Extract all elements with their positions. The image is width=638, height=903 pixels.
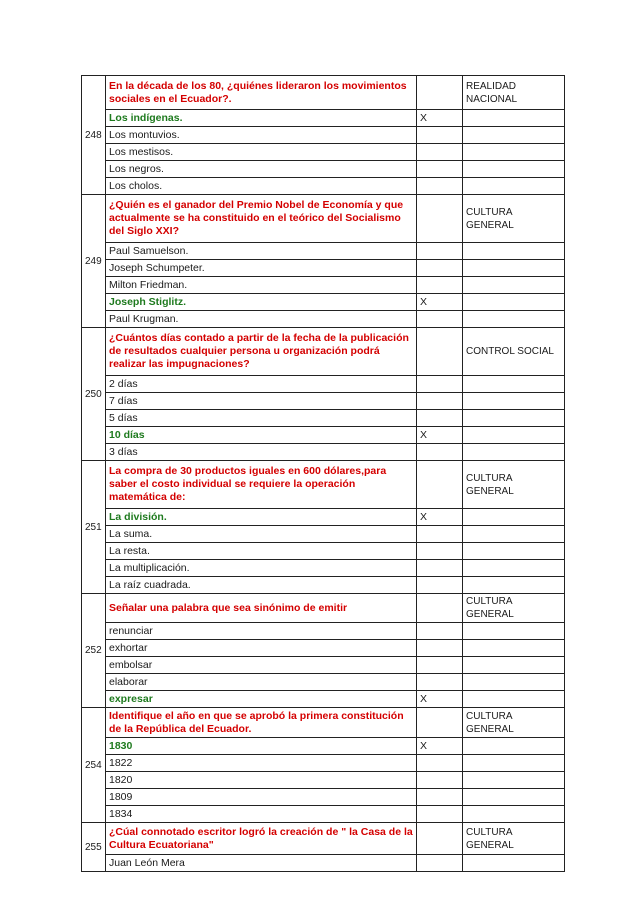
answer-mark [417, 127, 463, 144]
category-empty-cell [463, 577, 565, 594]
answer-mark [417, 444, 463, 461]
option-row [82, 294, 565, 311]
answer-mark: X [417, 427, 463, 444]
option-row [82, 509, 565, 526]
category-empty-cell [463, 260, 565, 277]
option-row [82, 410, 565, 427]
option-row [82, 144, 565, 161]
option-row [82, 738, 565, 755]
category-empty-cell [463, 277, 565, 294]
category-empty-cell [463, 376, 565, 393]
question-row [82, 328, 565, 376]
answer-option: 1820 [106, 772, 417, 789]
question-number: 252 [82, 594, 106, 708]
answer-option: exhortar [106, 640, 417, 657]
category-empty-cell [463, 161, 565, 178]
answer-option: La raíz cuadrada. [106, 577, 417, 594]
answer-mark: X [417, 691, 463, 708]
answer-mark [417, 674, 463, 691]
answer-mark [417, 657, 463, 674]
option-row [82, 277, 565, 294]
answer-mark [417, 623, 463, 640]
option-row [82, 393, 565, 410]
question-text: La compra de 30 productos iguales en 600 dólares,para saber el costo individual se requiere la operación matemática de: [106, 461, 417, 509]
category-empty-cell [463, 738, 565, 755]
category-empty-cell [463, 393, 565, 410]
correct-option: Joseph Stiglitz. [106, 294, 417, 311]
correct-option: expresar [106, 691, 417, 708]
question-mark-cell [417, 708, 463, 738]
answer-option: 1822 [106, 755, 417, 772]
category-empty-cell [463, 178, 565, 195]
category-empty-cell [463, 560, 565, 577]
option-row [82, 543, 565, 560]
category-empty-cell [463, 294, 565, 311]
question-category: CONTROL SOCIAL [463, 328, 565, 376]
answer-mark [417, 577, 463, 594]
option-row [82, 755, 565, 772]
question-mark-cell [417, 594, 463, 623]
option-row [82, 674, 565, 691]
option-row [82, 640, 565, 657]
category-empty-cell [463, 855, 565, 872]
answer-mark: X [417, 738, 463, 755]
option-row [82, 855, 565, 872]
question-row [82, 708, 565, 738]
question-mark-cell [417, 195, 463, 243]
answer-option: Los montuvios. [106, 127, 417, 144]
category-empty-cell [463, 444, 565, 461]
category-empty-cell [463, 110, 565, 127]
answer-option: embolsar [106, 657, 417, 674]
category-empty-cell [463, 806, 565, 823]
answer-mark [417, 806, 463, 823]
answer-mark [417, 526, 463, 543]
answer-mark [417, 789, 463, 806]
answer-mark: X [417, 509, 463, 526]
correct-option: 1830 [106, 738, 417, 755]
question-text: ¿Cuántos días contado a partir de la fecha de la publicación de resultados cualquier persona u organización podrá realizar las impugnaciones? [106, 328, 417, 376]
question-category: CULTURA GENERAL [463, 594, 565, 623]
option-row [82, 623, 565, 640]
answer-mark [417, 755, 463, 772]
option-row [82, 110, 565, 127]
answer-option: 7 días [106, 393, 417, 410]
question-row [82, 195, 565, 243]
question-text: ¿Quién es el ganador del Premio Nobel de Economía y que actualmente se ha constituido en el teórico del Socialismo del Siglo XXI? [106, 195, 417, 243]
question-category: REALIDAD NACIONAL [463, 76, 565, 110]
question-category: CULTURA GENERAL [463, 708, 565, 738]
answer-mark [417, 260, 463, 277]
option-row [82, 444, 565, 461]
option-row [82, 427, 565, 444]
question-number: 250 [82, 328, 106, 461]
answer-mark [417, 161, 463, 178]
answer-option: elaborar [106, 674, 417, 691]
answer-mark [417, 376, 463, 393]
answer-mark [417, 178, 463, 195]
correct-option: La división. [106, 509, 417, 526]
answer-mark [417, 393, 463, 410]
question-row [82, 76, 565, 110]
answer-option: 5 días [106, 410, 417, 427]
answer-mark [417, 277, 463, 294]
category-empty-cell [463, 410, 565, 427]
questions-table [81, 75, 565, 872]
question-number: 248 [82, 76, 106, 195]
option-row [82, 691, 565, 708]
question-mark-cell [417, 461, 463, 509]
answer-mark [417, 311, 463, 328]
question-text: En la década de los 80, ¿quiénes lideraron los movimientos sociales en el Ecuador?. [106, 76, 417, 110]
answer-option: La suma. [106, 526, 417, 543]
question-number: 249 [82, 195, 106, 328]
category-empty-cell [463, 674, 565, 691]
answer-option: Juan León Mera [106, 855, 417, 872]
answer-option: La resta. [106, 543, 417, 560]
answer-option: La multiplicación. [106, 560, 417, 577]
question-mark-cell [417, 823, 463, 855]
answer-mark [417, 410, 463, 427]
option-row [82, 806, 565, 823]
answer-option: Los negros. [106, 161, 417, 178]
answer-option: Milton Friedman. [106, 277, 417, 294]
answer-mark [417, 560, 463, 577]
category-empty-cell [463, 509, 565, 526]
question-row [82, 461, 565, 509]
category-empty-cell [463, 427, 565, 444]
answer-mark: X [417, 294, 463, 311]
category-empty-cell [463, 543, 565, 560]
answer-mark [417, 243, 463, 260]
category-empty-cell [463, 311, 565, 328]
answer-option: Paul Samuelson. [106, 243, 417, 260]
option-row [82, 577, 565, 594]
option-row [82, 789, 565, 806]
category-empty-cell [463, 789, 565, 806]
option-row [82, 243, 565, 260]
option-row [82, 161, 565, 178]
category-empty-cell [463, 526, 565, 543]
answer-option: Los cholos. [106, 178, 417, 195]
option-row [82, 772, 565, 789]
option-row [82, 311, 565, 328]
answer-mark [417, 144, 463, 161]
category-empty-cell [463, 243, 565, 260]
option-row [82, 376, 565, 393]
answer-option: Los mestisos. [106, 144, 417, 161]
answer-option: 1809 [106, 789, 417, 806]
answer-option: 2 días [106, 376, 417, 393]
category-empty-cell [463, 755, 565, 772]
answer-mark [417, 543, 463, 560]
question-row [82, 823, 565, 855]
option-row [82, 260, 565, 277]
answer-option: Joseph Schumpeter. [106, 260, 417, 277]
option-row [82, 657, 565, 674]
answer-mark: X [417, 110, 463, 127]
answer-option: Paul Krugman. [106, 311, 417, 328]
category-empty-cell [463, 127, 565, 144]
category-empty-cell [463, 691, 565, 708]
correct-option: Los indígenas. [106, 110, 417, 127]
category-empty-cell [463, 772, 565, 789]
category-empty-cell [463, 640, 565, 657]
option-row [82, 178, 565, 195]
question-text: Señalar una palabra que sea sinónimo de emitir [106, 594, 417, 623]
question-category: CULTURA GENERAL [463, 195, 565, 243]
question-category: CULTURA GENERAL [463, 823, 565, 855]
category-empty-cell [463, 623, 565, 640]
question-row [82, 594, 565, 623]
question-mark-cell [417, 328, 463, 376]
questions-table-body [82, 76, 565, 872]
answer-mark [417, 772, 463, 789]
question-number: 251 [82, 461, 106, 594]
category-empty-cell [463, 657, 565, 674]
option-row [82, 560, 565, 577]
option-row [82, 526, 565, 543]
question-text: Identifique el año en que se aprobó la primera constitución de la República del Ecuador. [106, 708, 417, 738]
question-text: ¿Cúal connotado escritor logró la creación de " la Casa de la Cultura Ecuatoriana" [106, 823, 417, 855]
question-number: 255 [82, 823, 106, 872]
category-empty-cell [463, 144, 565, 161]
answer-option: 3 días [106, 444, 417, 461]
answer-option: renunciar [106, 623, 417, 640]
option-row [82, 127, 565, 144]
question-number: 254 [82, 708, 106, 823]
correct-option: 10 días [106, 427, 417, 444]
question-mark-cell [417, 76, 463, 110]
answer-mark [417, 640, 463, 657]
answer-mark [417, 855, 463, 872]
question-category: CULTURA GENERAL [463, 461, 565, 509]
answer-option: 1834 [106, 806, 417, 823]
